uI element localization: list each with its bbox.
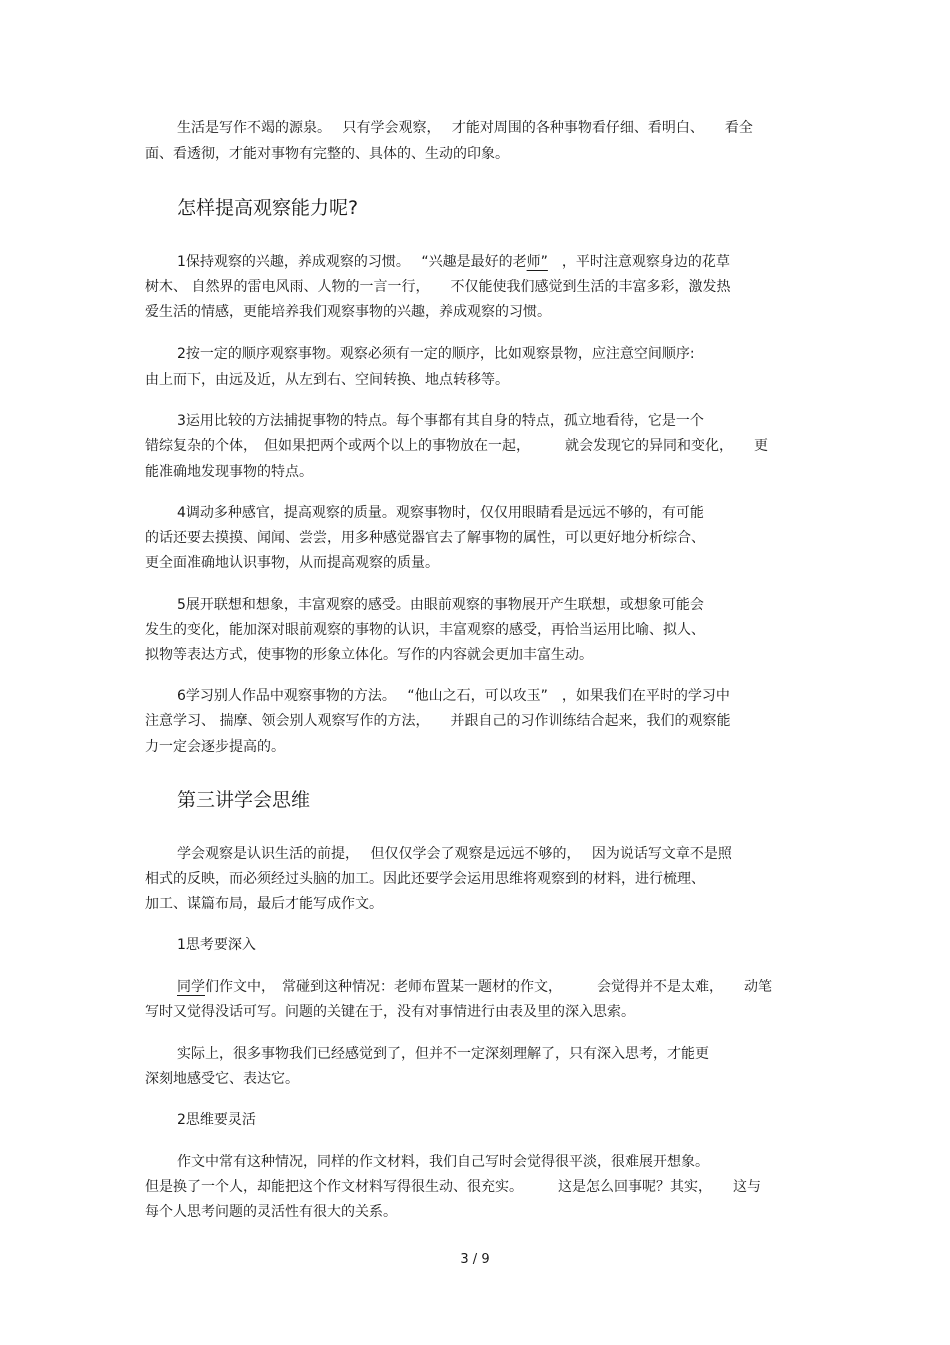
paragraph-9-line-2: 深刻地感受它、表达它。 bbox=[145, 1071, 299, 1087]
paragraph-5-line-3: 拟物等表达方式，使事物的形象立体化。写作的内容就会更加丰富生动。 bbox=[145, 647, 593, 663]
subheading-1: 1思考要深入 bbox=[177, 937, 256, 953]
paragraph-4-line-1: 4调动多种感官，提高观察的质量。观察事物时，仅仅用眼睛看是远远不够的，有可能 bbox=[177, 505, 704, 521]
paragraph-4-line-2: 的话还要去摸摸、闻闻、尝尝，用多种感觉器官去了解事物的属性，可以更好地分析综合、 bbox=[145, 530, 705, 546]
paragraph-10-line-2: 但是换了一个人，却能把这个作文材料写得很生动、很充实。 这是怎么回事呢？其实， 这与 bbox=[145, 1179, 761, 1195]
paragraph-1-line-1 bbox=[177, 255, 730, 269]
underlined-text: 师” bbox=[526, 254, 548, 270]
paragraph-8-text: 们作文中， 常碰到这种情况：老师布置某一题材的作文， 会觉得并不是太难， 动笔 bbox=[205, 979, 772, 995]
paragraph-1-line-2: 树木、 自然界的雷电风雨、人物的一言一行， 不仅能使我们感觉到生活的丰富多彩，激发热 bbox=[145, 279, 731, 295]
paragraph-3-line-1: 3运用比较的方法捕捉事物的特点。每个事都有其自身的特点，孤立地看待，它是一个 bbox=[177, 413, 704, 429]
lecture-heading: 第三讲学会思维 bbox=[177, 789, 311, 811]
intro-line-1: 生活是写作不竭的源泉。 只有学会观察， 才能对周围的各种事物看仔细、看明白、 看全 bbox=[177, 120, 753, 136]
paragraph-5-line-2: 发生的变化，能加深对眼前观察的事物的认识，丰富观察的感受，再恰当运用比喻、拟人、 bbox=[145, 622, 705, 638]
page-number: 3 / 9 bbox=[460, 1252, 490, 1267]
paragraph-10-line-3: 每个人思考问题的灵活性有很大的关系。 bbox=[145, 1204, 397, 1220]
paragraph-1-text: 1保持观察的兴趣，养成观察的习惯。 “兴趣是最好的老 bbox=[177, 254, 527, 270]
intro-line-2: 面、看透彻，才能对事物有完整的、具体的、生动的印象。 bbox=[145, 146, 509, 162]
paragraph-7-line-2: 相式的反映，而必须经过头脑的加工。因此还要学会运用思维将观察到的材料，进行梳理、 bbox=[145, 871, 705, 887]
paragraph-6-line-1: 6学习别人作品中观察事物的方法。 “他山之石，可以攻玉” ，如果我们在平时的学习中 bbox=[177, 688, 730, 704]
paragraph-1-line-3: 爱生活的情感，更能培养我们观察事物的兴趣，养成观察的习惯。 bbox=[145, 304, 551, 320]
paragraph-2-line-2: 由上而下，由远及近，从左到右、空间转换、地点转移等。 bbox=[145, 372, 509, 388]
paragraph-5-line-1: 5展开联想和想象，丰富观察的感受。由眼前观察的事物展开产生联想，或想象可能会 bbox=[177, 597, 704, 613]
paragraph-4-line-3: 更全面准确地认识事物，从而提高观察的质量。 bbox=[145, 555, 439, 571]
section-heading: 怎样提高观察能力呢? bbox=[177, 197, 359, 219]
paragraph-1-text: ，平时注意观察身边的花草 bbox=[547, 254, 730, 270]
underlined-text: 同学 bbox=[177, 979, 205, 995]
paragraph-2-line-1: 2按一定的顺序观察事物。观察必须有一定的顺序，比如观察景物，应注意空间顺序: bbox=[177, 346, 695, 362]
paragraph-3-line-2: 错综复杂的个体， 但如果把两个或两个以上的事物放在一起， 就会发现它的异同和变化， 更 bbox=[145, 438, 768, 454]
paragraph-3-line-3: 能准确地发现事物的特点。 bbox=[145, 464, 313, 480]
paragraph-6-line-2: 注意学习、 揣摩、领会别人观察写作的方法， 并跟自己的习作训练结合起来，我们的观察能 bbox=[145, 713, 731, 729]
paragraph-8-line-2: 写时又觉得没话可写。问题的关键在于，没有对事情进行由表及里的深入思索。 bbox=[145, 1004, 635, 1020]
paragraph-9-line-1: 实际上，很多事物我们已经感觉到了，但并不一定深刻理解了，只有深入思考，才能更 bbox=[177, 1046, 709, 1062]
paragraph-7-line-1: 学会观察是认识生活的前提， 但仅仅学会了观察是远远不够的， 因为说话写文章不是照 bbox=[177, 846, 732, 862]
paragraph-7-line-3: 加工、谋篇布局，最后才能写成作文。 bbox=[145, 896, 383, 912]
paragraph-10-line-1: 作文中常有这种情况，同样的作文材料，我们自己写时会觉得很平淡，很难展开想象。 bbox=[177, 1154, 709, 1170]
paragraph-8-line-1 bbox=[177, 980, 772, 994]
paragraph-6-line-3: 力一定会逐步提高的。 bbox=[145, 739, 285, 755]
subheading-2: 2思维要灵活 bbox=[177, 1112, 256, 1128]
